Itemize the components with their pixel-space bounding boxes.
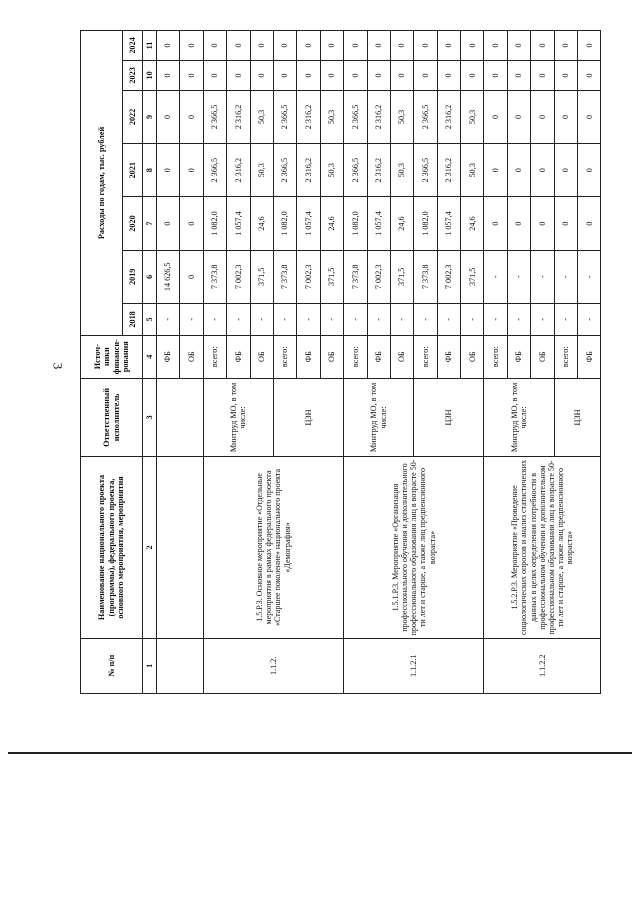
value-cell: 371,5 bbox=[250, 250, 273, 303]
value-cell: 0 bbox=[203, 60, 226, 90]
value-cell: 0 bbox=[297, 60, 320, 90]
value-cell: 0 bbox=[484, 197, 507, 250]
value-cell: - bbox=[320, 303, 343, 335]
index-row bbox=[143, 31, 157, 694]
value-cell: 2 316,2 bbox=[297, 144, 320, 197]
value-cell: - bbox=[414, 303, 437, 335]
value-cell: 0 bbox=[507, 197, 530, 250]
value-cell: 0 bbox=[554, 60, 577, 90]
funding-source-cell: ФБ bbox=[297, 335, 320, 378]
value-cell: 0 bbox=[507, 60, 530, 90]
value-cell: 50,3 bbox=[250, 90, 273, 143]
funding-source-cell: ФБ bbox=[437, 335, 460, 378]
funding-source-cell: всего: bbox=[554, 335, 577, 378]
header-responsible: Ответственный исполнитель bbox=[81, 378, 143, 457]
value-cell: 0 bbox=[461, 31, 484, 61]
value-cell: 0 bbox=[531, 90, 554, 143]
value-cell: 0 bbox=[273, 60, 296, 90]
value-cell: - bbox=[180, 303, 203, 335]
value-cell: 2 316,2 bbox=[437, 90, 460, 143]
value-cell: 24,6 bbox=[461, 197, 484, 250]
value-cell: 50,3 bbox=[461, 90, 484, 143]
value-cell: 371,5 bbox=[461, 250, 484, 303]
index-cell: 6 bbox=[143, 250, 157, 303]
value-cell: - bbox=[461, 303, 484, 335]
value-cell: 0 bbox=[227, 60, 250, 90]
value-cell: 2 316,2 bbox=[367, 90, 390, 143]
value-cell: - bbox=[227, 303, 250, 335]
funding-source-cell: ОБ bbox=[461, 335, 484, 378]
value-cell: 0 bbox=[344, 60, 367, 90]
value-cell: 0 bbox=[554, 31, 577, 61]
funding-source-cell: ФБ bbox=[157, 335, 180, 378]
value-cell: 24,6 bbox=[320, 197, 343, 250]
value-cell: 50,3 bbox=[390, 90, 413, 143]
value-cell: 50,3 bbox=[320, 90, 343, 143]
value-cell: 2 316,2 bbox=[367, 144, 390, 197]
value-cell: - bbox=[250, 303, 273, 335]
year-cell: 2024 bbox=[123, 31, 143, 61]
index-cell: 1 bbox=[143, 638, 157, 693]
funding-source-cell: ОБ bbox=[320, 335, 343, 378]
row-number-cell: 1.1.2.2 bbox=[484, 638, 601, 693]
footer-divider bbox=[8, 752, 632, 754]
value-cell: 2 316,2 bbox=[227, 144, 250, 197]
responsible-cell: Минтруд МО, в том числе: bbox=[484, 378, 554, 457]
value-cell: 0 bbox=[250, 60, 273, 90]
value-cell: 0 bbox=[203, 31, 226, 61]
value-cell: 0 bbox=[578, 31, 601, 61]
value-cell: 2 366,5 bbox=[414, 144, 437, 197]
row-number-cell bbox=[157, 638, 204, 693]
table-row bbox=[157, 31, 180, 694]
funding-source-cell: ФБ bbox=[507, 335, 530, 378]
value-cell: 24,6 bbox=[390, 197, 413, 250]
responsible-cell: Минтруд МО, в том числе: bbox=[203, 378, 273, 457]
table-row bbox=[484, 31, 507, 694]
value-cell: 1 057,4 bbox=[367, 197, 390, 250]
index-cell: 7 bbox=[143, 197, 157, 250]
value-cell: 0 bbox=[157, 31, 180, 61]
value-cell: - bbox=[578, 303, 601, 335]
table-body bbox=[81, 31, 601, 694]
expenses-table bbox=[80, 30, 601, 694]
header-expenses: Расходы по годам, тыс. рублей bbox=[81, 31, 123, 336]
funding-source-cell: ОБ bbox=[180, 335, 203, 378]
value-cell: 0 bbox=[180, 144, 203, 197]
table-row bbox=[203, 31, 226, 694]
value-cell: 0 bbox=[344, 31, 367, 61]
value-cell: 0 bbox=[180, 90, 203, 143]
value-cell: 0 bbox=[273, 31, 296, 61]
value-cell: 2 366,5 bbox=[273, 144, 296, 197]
value-cell: 2 366,5 bbox=[273, 90, 296, 143]
value-cell: 1 082,0 bbox=[273, 197, 296, 250]
page-number: 3 bbox=[50, 362, 66, 370]
value-cell: 7 002,3 bbox=[437, 250, 460, 303]
funding-source-cell: ФБ bbox=[578, 335, 601, 378]
value-cell: 7 373,8 bbox=[273, 250, 296, 303]
value-cell: 7 373,8 bbox=[344, 250, 367, 303]
index-cell: 10 bbox=[143, 60, 157, 90]
funding-source-cell: всего: bbox=[273, 335, 296, 378]
value-cell: 0 bbox=[578, 197, 601, 250]
value-cell: - bbox=[578, 250, 601, 303]
value-cell: 371,5 bbox=[390, 250, 413, 303]
value-cell: 2 366,5 bbox=[203, 144, 226, 197]
value-cell: - bbox=[437, 303, 460, 335]
value-cell: 50,3 bbox=[250, 144, 273, 197]
funding-source-cell: ОБ bbox=[390, 335, 413, 378]
value-cell: 1 057,4 bbox=[297, 197, 320, 250]
header-num: № п/п bbox=[81, 638, 143, 693]
value-cell: 0 bbox=[507, 31, 530, 61]
funding-source-cell: всего: bbox=[344, 335, 367, 378]
responsible-cell: ЦЗН bbox=[414, 378, 484, 457]
value-cell: 0 bbox=[554, 197, 577, 250]
index-cell: 4 bbox=[143, 335, 157, 378]
value-cell: 0 bbox=[531, 197, 554, 250]
funding-source-cell: всего: bbox=[414, 335, 437, 378]
year-cell: 2022 bbox=[123, 90, 143, 143]
year-cell: 2020 bbox=[123, 197, 143, 250]
value-cell: 2 366,5 bbox=[203, 90, 226, 143]
value-cell: 0 bbox=[390, 31, 413, 61]
value-cell: 0 bbox=[507, 90, 530, 143]
responsible-cell: Минтруд МО, в том числе: bbox=[344, 378, 414, 457]
value-cell: 0 bbox=[507, 144, 530, 197]
value-cell: 0 bbox=[437, 31, 460, 61]
value-cell: 1 082,0 bbox=[344, 197, 367, 250]
value-cell: 0 bbox=[414, 60, 437, 90]
rotated-table-container bbox=[80, 30, 594, 694]
value-cell: 0 bbox=[531, 60, 554, 90]
value-cell: - bbox=[531, 250, 554, 303]
value-cell: 0 bbox=[180, 60, 203, 90]
value-cell: - bbox=[554, 250, 577, 303]
value-cell: 371,5 bbox=[320, 250, 343, 303]
funding-source-cell: всего: bbox=[203, 335, 226, 378]
value-cell: - bbox=[367, 303, 390, 335]
value-cell: 0 bbox=[484, 144, 507, 197]
value-cell: 0 bbox=[180, 250, 203, 303]
value-cell: 0 bbox=[554, 144, 577, 197]
value-cell: - bbox=[531, 303, 554, 335]
value-cell: - bbox=[484, 303, 507, 335]
value-cell: - bbox=[507, 250, 530, 303]
value-cell: - bbox=[203, 303, 226, 335]
value-cell: 0 bbox=[297, 31, 320, 61]
value-cell: 0 bbox=[157, 60, 180, 90]
value-cell: - bbox=[273, 303, 296, 335]
responsible-cell bbox=[157, 378, 204, 457]
value-cell: 0 bbox=[390, 60, 413, 90]
value-cell: 50,3 bbox=[461, 144, 484, 197]
year-cell: 2018 bbox=[123, 303, 143, 335]
value-cell: 0 bbox=[227, 31, 250, 61]
value-cell: 50,3 bbox=[320, 144, 343, 197]
value-cell: 7 002,3 bbox=[297, 250, 320, 303]
value-cell: 0 bbox=[531, 144, 554, 197]
value-cell: - bbox=[507, 303, 530, 335]
value-cell: 2 316,2 bbox=[227, 90, 250, 143]
value-cell: 0 bbox=[320, 60, 343, 90]
value-cell: 7 002,3 bbox=[367, 250, 390, 303]
year-cell: 2021 bbox=[123, 144, 143, 197]
value-cell: 0 bbox=[578, 144, 601, 197]
index-cell: 9 bbox=[143, 90, 157, 143]
value-cell: 0 bbox=[180, 197, 203, 250]
table-row bbox=[344, 31, 367, 694]
value-cell: 0 bbox=[531, 31, 554, 61]
header-row bbox=[81, 31, 123, 694]
index-cell: 5 bbox=[143, 303, 157, 335]
value-cell: 14 626,5 bbox=[157, 250, 180, 303]
row-name-cell: 1.5.1.Р.3. Мероприятие «Организация профессионального обучения и дополнительного профессионального образования лиц в возрасте 50-ти лет и старше, а также лиц предпенсионного возраста» bbox=[344, 457, 484, 638]
value-cell: 0 bbox=[367, 60, 390, 90]
value-cell: 0 bbox=[578, 90, 601, 143]
value-cell: 1 057,4 bbox=[437, 197, 460, 250]
value-cell: 0 bbox=[250, 31, 273, 61]
header-source: Источ-ники финанси-рования bbox=[81, 335, 143, 378]
value-cell: 0 bbox=[157, 144, 180, 197]
value-cell: 0 bbox=[157, 90, 180, 143]
responsible-cell: ЦЗН bbox=[273, 378, 343, 457]
value-cell: 2 366,5 bbox=[344, 144, 367, 197]
value-cell: - bbox=[554, 303, 577, 335]
index-cell: 11 bbox=[143, 31, 157, 61]
value-cell: 24,6 bbox=[250, 197, 273, 250]
row-name-cell: 1.5.2.Р.3. Мероприятие «Проведение социологических опросов и анализ статистических данных в целях определения потребности в профессиональном обучении и дополнительном профессиональном образовании лиц в возрасте 50-ти лет и старше, а также лиц предпенсионного возраста» bbox=[484, 457, 601, 638]
value-cell: 1 057,4 bbox=[227, 197, 250, 250]
value-cell: - bbox=[344, 303, 367, 335]
index-cell: 2 bbox=[143, 457, 157, 638]
year-cell: 2023 bbox=[123, 60, 143, 90]
value-cell: 7 373,8 bbox=[203, 250, 226, 303]
value-cell: - bbox=[484, 250, 507, 303]
index-cell: 3 bbox=[143, 378, 157, 457]
funding-source-cell: ОБ bbox=[250, 335, 273, 378]
value-cell: 50,3 bbox=[390, 144, 413, 197]
value-cell: 2 316,2 bbox=[297, 90, 320, 143]
index-cell: 8 bbox=[143, 144, 157, 197]
funding-source-cell: ФБ bbox=[367, 335, 390, 378]
value-cell: 0 bbox=[414, 31, 437, 61]
table-wrapper bbox=[80, 30, 594, 694]
funding-source-cell: ОБ bbox=[531, 335, 554, 378]
row-name-cell bbox=[157, 457, 204, 638]
value-cell: 0 bbox=[180, 31, 203, 61]
value-cell: 0 bbox=[367, 31, 390, 61]
value-cell: 0 bbox=[484, 31, 507, 61]
row-number-cell: 1.1.2.1 bbox=[344, 638, 484, 693]
value-cell: 0 bbox=[484, 60, 507, 90]
value-cell: 0 bbox=[437, 60, 460, 90]
value-cell: 2 366,5 bbox=[414, 90, 437, 143]
value-cell: 2 316,2 bbox=[437, 144, 460, 197]
funding-source-cell: всего: bbox=[484, 335, 507, 378]
row-number-cell: 1.1.2. bbox=[203, 638, 343, 693]
value-cell: 0 bbox=[484, 90, 507, 143]
value-cell: 0 bbox=[461, 60, 484, 90]
funding-source-cell: ФБ bbox=[227, 335, 250, 378]
value-cell: - bbox=[157, 303, 180, 335]
value-cell: 7 002,3 bbox=[227, 250, 250, 303]
value-cell: 0 bbox=[157, 197, 180, 250]
value-cell: 0 bbox=[320, 31, 343, 61]
value-cell: 0 bbox=[578, 60, 601, 90]
responsible-cell: ЦЗН bbox=[554, 378, 601, 457]
header-name: Наименование национального проекта (программы), федерального проекта, основного мероприятия, мероприятия bbox=[81, 457, 143, 638]
row-name-cell: 1.5.Р.3. Основное мероприятие «Отдельные мероприятия в рамках федерального проекта «Старшее поколение» национального проекта «Демография» bbox=[203, 457, 343, 638]
value-cell: 2 366,5 bbox=[344, 90, 367, 143]
value-cell: 7 373,8 bbox=[414, 250, 437, 303]
value-cell: 1 082,0 bbox=[414, 197, 437, 250]
value-cell: 1 082,0 bbox=[203, 197, 226, 250]
value-cell: 0 bbox=[554, 90, 577, 143]
year-cell: 2019 bbox=[123, 250, 143, 303]
value-cell: - bbox=[390, 303, 413, 335]
value-cell: - bbox=[297, 303, 320, 335]
